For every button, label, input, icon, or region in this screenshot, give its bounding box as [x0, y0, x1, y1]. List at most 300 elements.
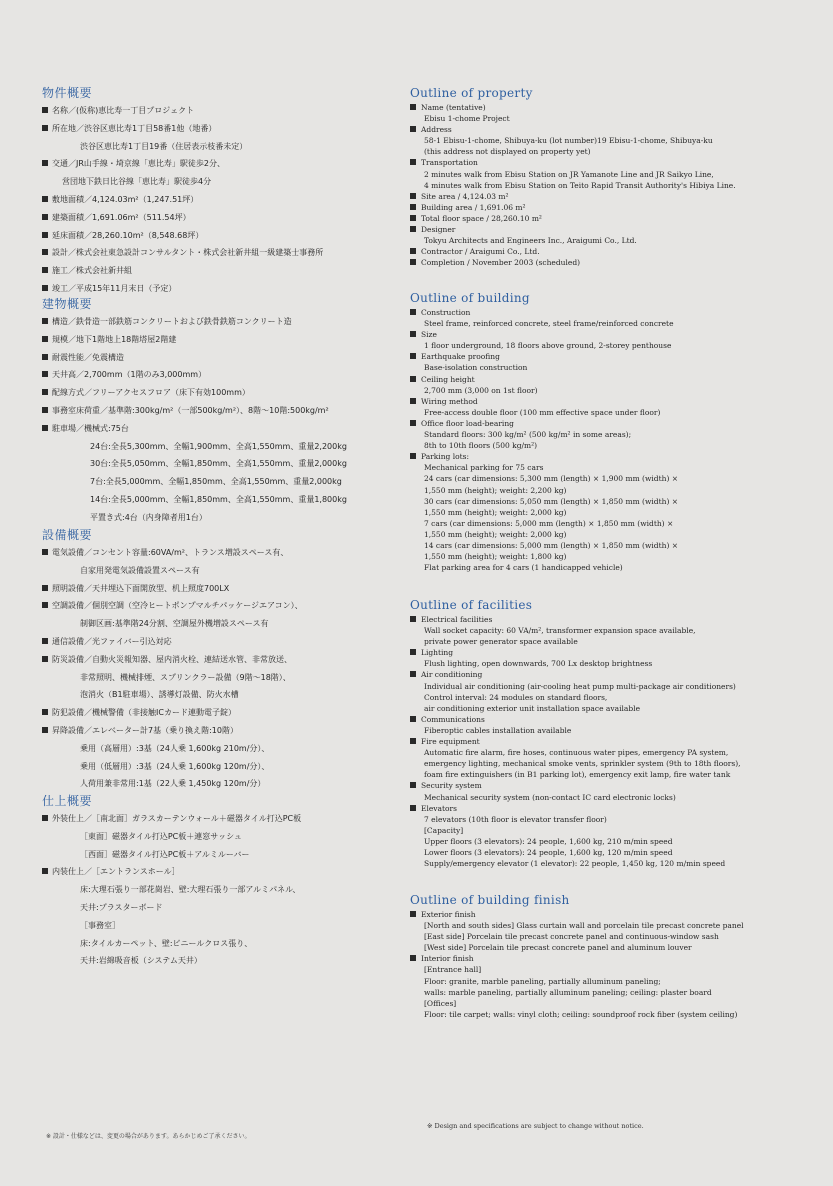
item-detail-line [410, 964, 820, 975]
bullet-item [410, 736, 820, 747]
item-text: Earthquake proofing [421, 352, 500, 362]
item-detail-line [42, 758, 387, 776]
square-bullet-icon [410, 104, 416, 110]
en-facilities-list [410, 614, 820, 869]
square-bullet-icon [42, 389, 48, 395]
item-text: emergency lighting, mechanical smoke vents, sprinkler system (9th to 18th floors), [424, 759, 741, 769]
square-bullet-icon [410, 453, 416, 459]
bullet-item [42, 810, 387, 828]
bullet-item [410, 157, 820, 168]
bullet-item [42, 384, 387, 402]
square-bullet-icon [42, 214, 48, 220]
item-detail-line [42, 935, 387, 953]
item-detail-line [42, 509, 387, 527]
item-text: 2 minutes walk from Ebisu Station on JR Yamanote Line and JR Saikyo Line, [424, 169, 714, 179]
bullet-item [42, 349, 387, 367]
bullet-item [410, 213, 820, 224]
square-bullet-icon [410, 215, 416, 221]
bullet-item [410, 396, 820, 407]
item-detail-line [42, 775, 387, 793]
en-building-section [410, 289, 820, 573]
item-text: foam fire extinguishers (in B1 parking lot), emergency exit lamp, fire water tank [424, 770, 731, 780]
jp-facilities-title: 設備概要 [42, 528, 93, 542]
en-property-section [410, 84, 820, 268]
item-detail-line [410, 836, 820, 847]
item-text: 30 cars (car dimensions: 5,050 mm (length) × 1,850 mm (width) × [424, 496, 679, 506]
item-text: Lighting [421, 648, 454, 658]
en-finish-title: Outline of building finish [410, 893, 570, 907]
item-text: 規模／地下1階地上18階塔屋2階建 [52, 334, 177, 344]
bullet-item [42, 402, 387, 420]
item-text: Transportation [421, 158, 478, 168]
item-detail-line [42, 740, 387, 758]
square-bullet-icon [410, 671, 416, 677]
square-bullet-icon [410, 738, 416, 744]
bullet-item [410, 307, 820, 318]
item-text: Building area / 1,691.06 m² [421, 202, 526, 212]
bullet-item [410, 124, 820, 135]
item-detail-line [410, 681, 820, 692]
item-detail-line [410, 180, 820, 191]
item-text: Ceiling height [421, 374, 475, 384]
item-text: walls: marble paneling, partially alluminum paneling; ceiling: plaster board [424, 987, 712, 997]
item-detail-line [410, 1009, 820, 1020]
square-bullet-icon [410, 376, 416, 382]
square-bullet-icon [410, 331, 416, 337]
bullet-item [42, 597, 387, 615]
bullet-item [410, 102, 820, 113]
item-text: 泡消火（B1駐車場）、誘導灯設備、防火水槽 [80, 690, 239, 700]
item-text: 内装仕上／［エントランスホール］ [52, 867, 180, 877]
square-bullet-icon [410, 716, 416, 722]
bullet-item [42, 420, 387, 438]
jp-finish-section [42, 792, 387, 970]
item-detail-line [410, 362, 820, 373]
item-detail-line [410, 507, 820, 518]
bullet-item [410, 647, 820, 658]
item-detail-line [410, 135, 820, 146]
item-text: 交通／JR山手線・埼京線「恵比寿」駅徒歩2分、 [52, 159, 226, 169]
item-detail-line [42, 669, 387, 687]
item-text: 24台:全長5,300mm、全幅1,900mm、全高1,550mm、重量2,200kg [90, 441, 347, 451]
item-text: Name (tentative) [421, 103, 486, 112]
item-text: 渋谷区恵比寿1丁目19番（住居表示枝番未定） [80, 141, 248, 151]
item-text: Office floor load-bearing [421, 418, 514, 428]
item-text: 30台:全長5,050mm、全幅1,850mm、全高1,550mm、重量2,000kg [90, 459, 347, 469]
item-text: 4 minutes walk from Ebisu Station on Teito Rapid Transit Authority's Hibiya Line. [424, 180, 736, 190]
square-bullet-icon [42, 868, 48, 874]
item-detail-line [410, 318, 820, 329]
item-text: Contractor / Araigumi Co., Ltd. [421, 247, 540, 257]
square-bullet-icon [42, 249, 48, 255]
item-detail-line [410, 758, 820, 769]
item-detail-line [42, 562, 387, 580]
bullet-item [42, 704, 387, 722]
bullet-item [410, 669, 820, 680]
item-text: Completion / November 2003 (scheduled) [421, 258, 581, 268]
item-text: Automatic fire alarm, fire hoses, continuous water pipes, emergency PA system, [424, 748, 729, 758]
item-detail-line [410, 692, 820, 703]
bullet-item [410, 714, 820, 725]
item-text: Air conditioning [421, 670, 483, 680]
item-text: 空調設備／個別空調（空冷ヒートポンプマルチパッケージエアコン）、 [52, 601, 303, 611]
item-text: 構造／鉄骨造一部鉄筋コンクリートおよび鉄骨鉄筋コンクリート造 [52, 317, 292, 326]
item-text: Control interval: 24 modules on standard floors, [424, 692, 608, 702]
item-detail-line [42, 846, 387, 864]
item-text: 8th to 10th floors (500 kg/m²) [424, 441, 538, 451]
item-text: Flush lighting, open downwards, 700 Lx desktop brightness [424, 659, 653, 669]
jp-property-list [42, 102, 387, 298]
item-text: ［西面］磁器タイル打込PC板＋アルミルーバー [80, 849, 250, 859]
item-detail-line [42, 455, 387, 473]
item-detail-line [410, 931, 820, 942]
item-text: 乗用（高層用）:3基（24人乗 1,600kg 210m/分）、 [80, 743, 270, 753]
bullet-item [42, 580, 387, 598]
square-bullet-icon [42, 160, 48, 166]
item-text: 1 floor underground, 18 floors above ground, 2-storey penthouse [424, 341, 672, 351]
bullet-item [410, 246, 820, 257]
item-text: Security system [421, 781, 482, 791]
item-text: 天井:岩綿吸音板（システム天井） [80, 956, 202, 966]
item-detail-line [42, 138, 387, 156]
bullet-item [410, 451, 820, 462]
item-text: 1,550 mm (height); weight: 2,000 kg) [424, 529, 567, 539]
square-bullet-icon [410, 911, 416, 917]
item-text: Size [421, 330, 437, 340]
item-detail-line [410, 825, 820, 836]
item-detail-line [410, 658, 820, 669]
bullet-item [410, 953, 820, 964]
item-text: 7台:全長5,000mm、全幅1,850mm、全高1,550mm、重量2,000kg [90, 477, 342, 487]
item-detail-line [410, 235, 820, 246]
en-property-title: Outline of property [410, 86, 533, 100]
bullet-item [42, 633, 387, 651]
square-bullet-icon [42, 267, 48, 273]
item-text: 7 elevators (10th floor is elevator transfer floor) [424, 814, 607, 824]
item-text: Lower floors (3 elevators): 24 people, 1,600 kg, 120 m/min speed [424, 847, 673, 857]
square-bullet-icon [410, 193, 416, 199]
jp-finish-list [42, 810, 387, 970]
item-detail-line [42, 952, 387, 970]
item-detail-line [410, 340, 820, 351]
square-bullet-icon [42, 815, 48, 821]
square-bullet-icon [42, 371, 48, 377]
en-property-list [410, 102, 820, 268]
item-detail-line [410, 540, 820, 551]
square-bullet-icon [410, 159, 416, 165]
item-text: [East side] Porcelain tile precast concrete panel and continuous-window sash [424, 932, 719, 942]
en-building-list [410, 307, 820, 573]
item-text: Elevators [421, 803, 457, 813]
square-bullet-icon [410, 226, 416, 232]
square-bullet-icon [42, 354, 48, 360]
item-text: Total floor space / 28,260.10 m² [421, 213, 542, 223]
square-bullet-icon [410, 353, 416, 359]
item-text: 営団地下鉄日比谷線「恵比寿」駅徒歩4分 [62, 177, 212, 187]
item-text: 名称／(仮称)恵比寿一丁目プロジェクト [52, 106, 195, 115]
item-text: Free-access double floor (100 mm effective space under floor) [424, 407, 661, 417]
bullet-item [42, 722, 387, 740]
item-text: 14台:全長5,000mm、全幅1,850mm、全高1,550mm、重量1,800kg [90, 494, 347, 504]
item-text: 7 cars (car dimensions: 5,000 mm (length) × 1,850 mm (width) × [424, 518, 674, 528]
bullet-item [42, 244, 387, 262]
item-text: [Capacity] [424, 825, 464, 835]
item-text: 1,550 mm (height); weight: 2,200 kg) [424, 485, 567, 495]
jp-property-section [42, 84, 387, 298]
item-text: 制御区画:基準階24分割、空調屋外機増設スペース有 [80, 619, 269, 629]
bullet-item [410, 224, 820, 235]
item-text: Construction [421, 308, 471, 317]
bullet-item [42, 209, 387, 227]
item-detail-line [42, 473, 387, 491]
item-text: Communications [421, 714, 485, 724]
item-detail-line [410, 440, 820, 451]
item-text: Wall socket capacity: 60 VA/m², transformer expansion space available, [424, 626, 696, 636]
item-detail-line [410, 792, 820, 803]
jp-facilities-section [42, 526, 387, 793]
item-text: 耐震性能／免震構造 [52, 352, 124, 362]
item-detail-line [42, 615, 387, 633]
en-building-title: Outline of building [410, 291, 530, 305]
item-text: Mechanical security system (non-contact IC card electronic locks) [424, 792, 676, 802]
en-facilities-title: Outline of facilities [410, 598, 533, 612]
item-detail-line [410, 814, 820, 825]
bullet-item [410, 351, 820, 362]
bullet-item [42, 544, 387, 562]
item-text: Individual air conditioning (air-cooling heat pump multi-package air conditioners) [424, 681, 736, 691]
bullet-item [42, 227, 387, 245]
item-detail-line [42, 899, 387, 917]
square-bullet-icon [410, 248, 416, 254]
item-text: 床:タイルカーペット、壁:ビニールクロス張り、 [80, 938, 253, 948]
item-text: 施工／株式会社新井組 [52, 266, 132, 276]
square-bullet-icon [410, 259, 416, 265]
square-bullet-icon [410, 309, 416, 315]
item-text: 24 cars (car dimensions: 5,300 mm (length) × 1,900 mm (width) × [424, 474, 679, 484]
item-text: Wiring method [421, 396, 478, 406]
item-detail-line [42, 881, 387, 899]
square-bullet-icon [42, 727, 48, 733]
square-bullet-icon [42, 336, 48, 342]
item-text: 竣工／平成15年11月末日（予定） [52, 283, 177, 293]
jp-property-title: 物件概要 [42, 86, 93, 100]
item-text: Designer [421, 225, 456, 235]
bullet-item [410, 614, 820, 625]
jp-building-section [42, 295, 387, 527]
item-text: 駐車場／機械式:75台 [52, 423, 129, 433]
item-text: 建築面積／1,691.06m²（511.54坪） [52, 212, 191, 222]
item-detail-line [410, 169, 820, 180]
bullet-item [42, 102, 387, 120]
bullet-item [410, 257, 820, 268]
bullet-item [410, 909, 820, 920]
item-text: Fire equipment [421, 737, 480, 747]
bullet-item [410, 191, 820, 202]
bullet-item [410, 418, 820, 429]
square-bullet-icon [42, 709, 48, 715]
item-detail-line [410, 769, 820, 780]
square-bullet-icon [42, 107, 48, 113]
item-detail-line [410, 146, 820, 157]
item-text: 1,550 mm (height); weight: 2,000 kg) [424, 507, 567, 517]
item-detail-line [410, 976, 820, 987]
square-bullet-icon [42, 285, 48, 291]
item-text: 外装仕上／［南北面］ガラスカーテンウォール＋磁器タイル打込PC板 [52, 814, 302, 823]
item-text: 配線方式／フリーアクセスフロア（床下有効100mm） [52, 388, 250, 398]
item-text: 天井高／2,700mm（1階のみ3,000mm） [52, 370, 207, 380]
item-text: 平置き式:4台（内身障者用1台） [90, 512, 207, 522]
item-text: Upper floors (3 elevators): 24 people, 1,600 kg, 210 m/min speed [424, 836, 673, 846]
bullet-item [410, 202, 820, 213]
item-text: Address [421, 125, 452, 135]
item-text: ［事務室］ [80, 920, 120, 930]
item-detail-line [410, 518, 820, 529]
square-bullet-icon [42, 585, 48, 591]
item-text: 延床面積／28,260.10m²（8,548.68坪） [52, 230, 204, 240]
item-text: Interior finish [421, 954, 474, 964]
item-text: 防災設備／自動火災報知器、屋内消火栓、連結送水管、非常放送、 [52, 654, 292, 664]
item-text: Floor: tile carpet; walls: vinyl cloth; ceiling: soundproof rock fiber (system ceiling) [424, 1009, 738, 1019]
bullet-item [42, 155, 387, 173]
item-text: 1,550 mm (height); weight: 1,800 kg) [424, 552, 567, 562]
item-text: 床:大理石張り一部花崗岩、壁:大理石張り一部アルミパネル、 [80, 885, 301, 895]
item-text: 非常照明、機械排煙、スプリンクラー設備（9階～18階）、 [80, 672, 291, 682]
bullet-item [410, 803, 820, 814]
square-bullet-icon [42, 125, 48, 131]
item-detail-line [410, 987, 820, 998]
jp-building-title: 建物概要 [42, 297, 93, 311]
item-text: ［東面］磁器タイル打込PC板＋連窓サッシュ [80, 831, 242, 841]
jp-footnote: ※ 設計・仕様などは、変更の場合があります。あらかじめご了承ください。 [46, 1133, 251, 1140]
square-bullet-icon [42, 407, 48, 413]
square-bullet-icon [410, 649, 416, 655]
square-bullet-icon [410, 398, 416, 404]
item-text: Site area / 4,124.03 m² [421, 191, 509, 201]
square-bullet-icon [410, 126, 416, 132]
item-detail-line [410, 496, 820, 507]
item-text: 通信設備／光ファイバー引込対応 [52, 636, 172, 646]
item-detail-line [410, 462, 820, 473]
square-bullet-icon [42, 425, 48, 431]
square-bullet-icon [410, 204, 416, 210]
item-detail-line [410, 429, 820, 440]
item-text: Parking lots: [421, 452, 470, 462]
item-text: [Entrance hall] [424, 965, 482, 975]
item-text: 防犯設備／機械警備（非接触ICカード連動電子錠） [52, 708, 236, 718]
bullet-item [42, 313, 387, 331]
item-text: Electrical facilities [421, 615, 493, 624]
square-bullet-icon [42, 318, 48, 324]
item-text: Tokyu Architects and Engineers Inc., Araigumi Co., Ltd. [424, 236, 637, 246]
item-detail-line [42, 173, 387, 191]
square-bullet-icon [42, 232, 48, 238]
item-detail-line [410, 747, 820, 758]
item-text: 事務室床荷重／基準階:300kg/m²（一部500kg/m²）、8階～10階:500kg/m² [52, 405, 329, 415]
square-bullet-icon [410, 420, 416, 426]
item-text: Fiberoptic cables installation available [424, 725, 572, 735]
bullet-item [410, 374, 820, 385]
item-text: Exterior finish [421, 910, 476, 919]
square-bullet-icon [42, 656, 48, 662]
item-detail-line [410, 529, 820, 540]
item-detail-line [42, 917, 387, 935]
item-detail-line [410, 113, 820, 124]
item-text: 設計／株式会社東急設計コンサルタント・株式会社新井組一級建築士事務所 [52, 248, 324, 258]
item-text: (this address not displayed on property yet) [424, 147, 591, 157]
item-text: Flat parking area for 4 cars (1 handicapped vehicle) [424, 563, 623, 573]
item-detail-line [410, 385, 820, 396]
item-detail-line [410, 473, 820, 484]
en-finish-section [410, 891, 820, 1020]
item-detail-line [410, 847, 820, 858]
item-detail-line [410, 562, 820, 573]
jp-building-list [42, 313, 387, 527]
item-text: 昇降設備／エレベーター計7基（乗り換え階:10階） [52, 725, 238, 735]
item-detail-line [42, 686, 387, 704]
item-detail-line [410, 551, 820, 562]
item-text: 人荷用兼非常用:1基（22人乗 1,450kg 120m/分） [80, 779, 266, 789]
bullet-item [410, 780, 820, 791]
item-text: Base-isolation construction [424, 363, 528, 373]
item-text: [Offices] [424, 998, 457, 1008]
item-text: Mechanical parking for 75 cars [424, 463, 544, 473]
item-detail-line [410, 485, 820, 496]
item-detail-line [410, 942, 820, 953]
bullet-item [42, 191, 387, 209]
en-footnote: ※ Design and specifications are subject to change without notice. [427, 1122, 644, 1130]
bullet-item [42, 651, 387, 669]
bullet-item [42, 120, 387, 138]
item-text: 照明設備／天井埋込下面開放型、机上照度700LX [52, 583, 230, 593]
item-detail-line [410, 998, 820, 1009]
item-text: 天井:プラスターボード [80, 902, 163, 912]
item-detail-line [410, 725, 820, 736]
item-detail-line [410, 920, 820, 931]
item-detail-line [42, 828, 387, 846]
item-detail-line [42, 491, 387, 509]
item-text: Steel frame, reinforced concrete, steel frame/reinforced concrete [424, 319, 674, 329]
item-detail-line [410, 625, 820, 636]
item-detail-line [410, 858, 820, 869]
square-bullet-icon [42, 549, 48, 555]
item-text: 敷地面積／4,124.03m²（1,247.51坪） [52, 194, 199, 204]
bullet-item [42, 366, 387, 384]
item-text: Ebisu 1-chome Project [424, 114, 510, 124]
en-finish-list [410, 909, 820, 1020]
item-text: 2,700 mm (3,000 on 1st floor) [424, 385, 538, 395]
item-text: 14 cars (car dimensions: 5,000 mm (length) × 1,850 mm (width) × [424, 540, 679, 550]
jp-finish-title: 仕上概要 [42, 794, 93, 808]
square-bullet-icon [42, 638, 48, 644]
item-text: private power generator space available [424, 637, 578, 647]
square-bullet-icon [410, 805, 416, 811]
item-text: Standard floors: 300 kg/m² (500 kg/m² in some areas); [424, 430, 632, 440]
item-text: 58-1 Ebisu-1-chome, Shibuya-ku (lot number)19 Ebisu-1-chome, Shibuya-ku [424, 136, 713, 146]
item-text: 電気設備／コンセント容量:60VA/m²、トランス増設スペース有、 [52, 548, 289, 557]
item-detail-line [410, 703, 820, 714]
item-detail-line [42, 438, 387, 456]
square-bullet-icon [42, 196, 48, 202]
bullet-item [42, 262, 387, 280]
item-text: Supply/emergency elevator (1 elevator): 22 people, 1,450 kg, 120 m/min speed [424, 859, 726, 869]
item-detail-line [410, 636, 820, 647]
square-bullet-icon [410, 955, 416, 961]
item-text: 所在地／渋谷区恵比寿1丁目58番1他（地番） [52, 123, 217, 133]
square-bullet-icon [410, 616, 416, 622]
item-text: air conditioning exterior unit installation space available [424, 703, 641, 713]
item-text: [North and south sides] Glass curtain wall and porcelain tile precast concrete panel [424, 921, 744, 931]
item-text: 自家用発電気設備設置スペース有 [80, 565, 200, 575]
